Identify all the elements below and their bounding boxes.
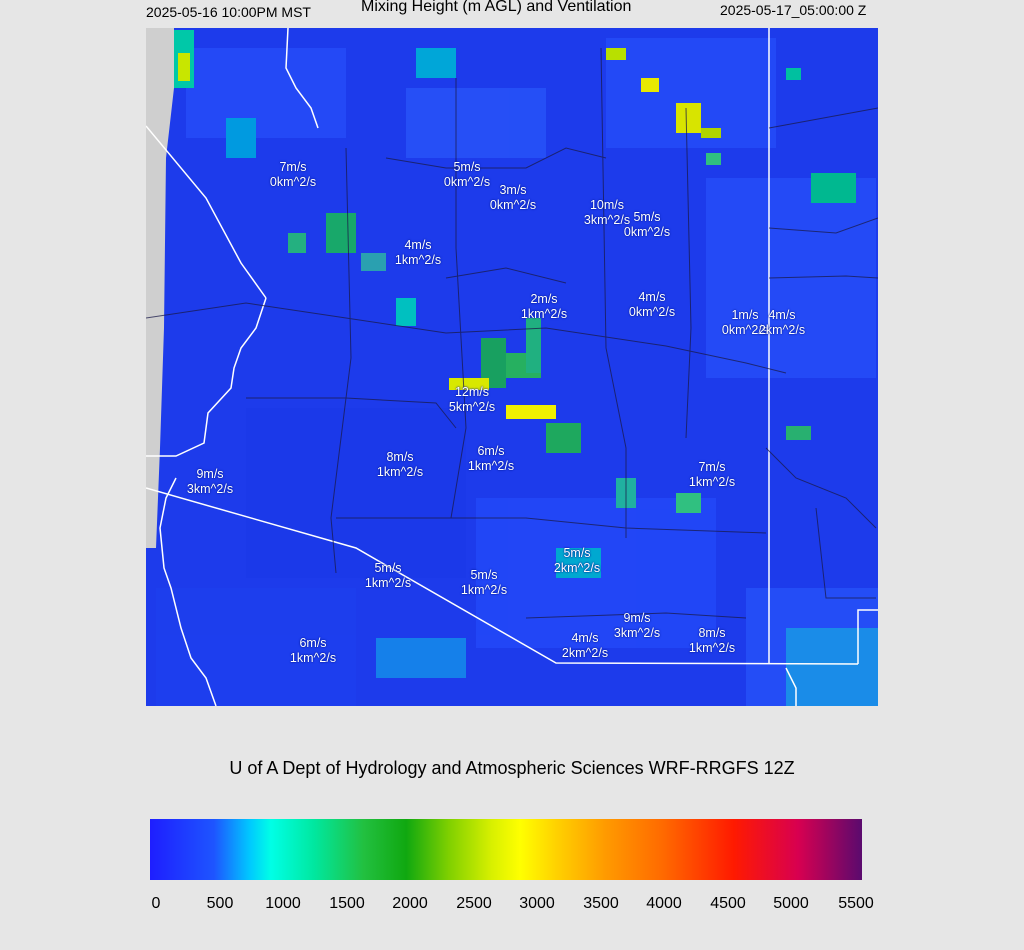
ventilation-index-text: 0km^2/s — [721, 323, 769, 337]
ventilation-index-text: 3km^2/s — [583, 213, 631, 227]
ventilation-label — [759, 308, 805, 338]
ventilation-index-text: 3km^2/s — [186, 482, 234, 496]
ventilation-index-text: 2km^2/s — [561, 646, 609, 660]
ventilation-index-text: 5km^2/s — [448, 400, 496, 414]
ventilation-label — [290, 636, 336, 666]
ventilation-index-text: 0km^2/s — [489, 198, 537, 212]
ventilation-label — [395, 238, 441, 268]
ventilation-index-text: 1km^2/s — [394, 253, 442, 267]
wind-speed-text: 1m/s — [731, 308, 759, 322]
ventilation-index-text: 2km^2/s — [553, 561, 601, 575]
ventilation-label — [377, 450, 423, 480]
ventilation-index-text: 0km^2/s — [443, 175, 491, 189]
wind-speed-text: 10m/s — [589, 198, 625, 212]
valid-time-utc: 2025-05-17_05:00:00 Z — [720, 2, 867, 18]
wind-speed-text: 5m/s — [563, 546, 591, 560]
colorbar-tick-label: 5000 — [773, 895, 809, 912]
ventilation-label — [624, 210, 670, 240]
colorbar-tick-label: 3500 — [583, 895, 619, 912]
ventilation-label — [689, 460, 735, 490]
ventilation-index-text: 0km^2/s — [628, 305, 676, 319]
ventilation-label — [444, 160, 490, 190]
colorbar — [150, 819, 862, 880]
wind-speed-text: 4m/s — [638, 290, 666, 304]
ventilation-label — [689, 626, 735, 656]
wind-speed-text: 6m/s — [477, 444, 505, 458]
colorbar-tick-label: 0 — [151, 895, 161, 912]
ventilation-label — [562, 631, 608, 661]
colorbar-tick-label: 2500 — [456, 895, 492, 912]
ventilation-index-text: 1km^2/s — [460, 583, 508, 597]
map-background — [146, 28, 878, 706]
ventilation-index-text: 1km^2/s — [520, 307, 568, 321]
ventilation-index-text: 1km^2/s — [376, 465, 424, 479]
wind-speed-text: 3m/s — [499, 183, 527, 197]
map-title: Mixing Height (m AGL) and Ventilation — [361, 0, 632, 15]
wind-speed-text: 5m/s — [453, 160, 481, 174]
ventilation-label — [365, 561, 411, 591]
ventilation-label — [614, 611, 660, 641]
colorbar-tick-label: 3000 — [519, 895, 555, 912]
wind-speed-text: 2m/s — [530, 292, 558, 306]
wind-speed-text: 5m/s — [374, 561, 402, 575]
ventilation-label — [629, 290, 675, 320]
ventilation-label — [554, 546, 600, 576]
ventilation-index-text: 2km^2/s — [758, 323, 806, 337]
wind-speed-text: 9m/s — [623, 611, 651, 625]
ventilation-label — [461, 568, 507, 598]
colorbar-tick-label: 5500 — [838, 895, 874, 912]
wind-speed-text: 5m/s — [470, 568, 498, 582]
ventilation-label — [270, 160, 316, 190]
ventilation-label — [187, 467, 233, 497]
wind-speed-text: 6m/s — [299, 636, 327, 650]
valid-time-local: 2025-05-16 10:00PM MST — [146, 4, 311, 20]
colorbar-tick-label: 1500 — [329, 895, 365, 912]
ventilation-label — [521, 292, 567, 322]
wind-speed-text: 7m/s — [279, 160, 307, 174]
ventilation-label — [449, 385, 495, 415]
colorbar-tick-label: 2000 — [392, 895, 428, 912]
ventilation-index-text: 0km^2/s — [269, 175, 317, 189]
wind-speed-text: 8m/s — [386, 450, 414, 464]
wind-speed-text: 4m/s — [571, 631, 599, 645]
colorbar-tick-label: 500 — [206, 895, 234, 912]
ventilation-index-text: 1km^2/s — [289, 651, 337, 665]
mixing-height-map — [146, 28, 878, 706]
ventilation-label — [490, 183, 536, 213]
credit-line: U of A Dept of Hydrology and Atmospheric Sciences WRF-RRGFS 12Z — [229, 758, 795, 778]
ventilation-index-text: 1km^2/s — [467, 459, 515, 473]
ventilation-index-text: 0km^2/s — [623, 225, 671, 239]
ventilation-index-text: 1km^2/s — [364, 576, 412, 590]
wind-speed-text: 5m/s — [633, 210, 661, 224]
wind-speed-text: 4m/s — [768, 308, 796, 322]
ventilation-label — [468, 444, 514, 474]
wind-speed-text: 12m/s — [454, 385, 490, 399]
colorbar-tick-label: 1000 — [265, 895, 301, 912]
colorbar-tick-label: 4500 — [710, 895, 746, 912]
wind-speed-text: 4m/s — [404, 238, 432, 252]
wind-speed-text: 9m/s — [196, 467, 224, 481]
ventilation-index-text: 3km^2/s — [613, 626, 661, 640]
wind-speed-text: 8m/s — [698, 626, 726, 640]
ventilation-index-text: 1km^2/s — [688, 475, 736, 489]
ventilation-index-text: 1km^2/s — [688, 641, 736, 655]
wind-speed-text: 7m/s — [698, 460, 726, 474]
colorbar-tick-label: 4000 — [646, 895, 682, 912]
